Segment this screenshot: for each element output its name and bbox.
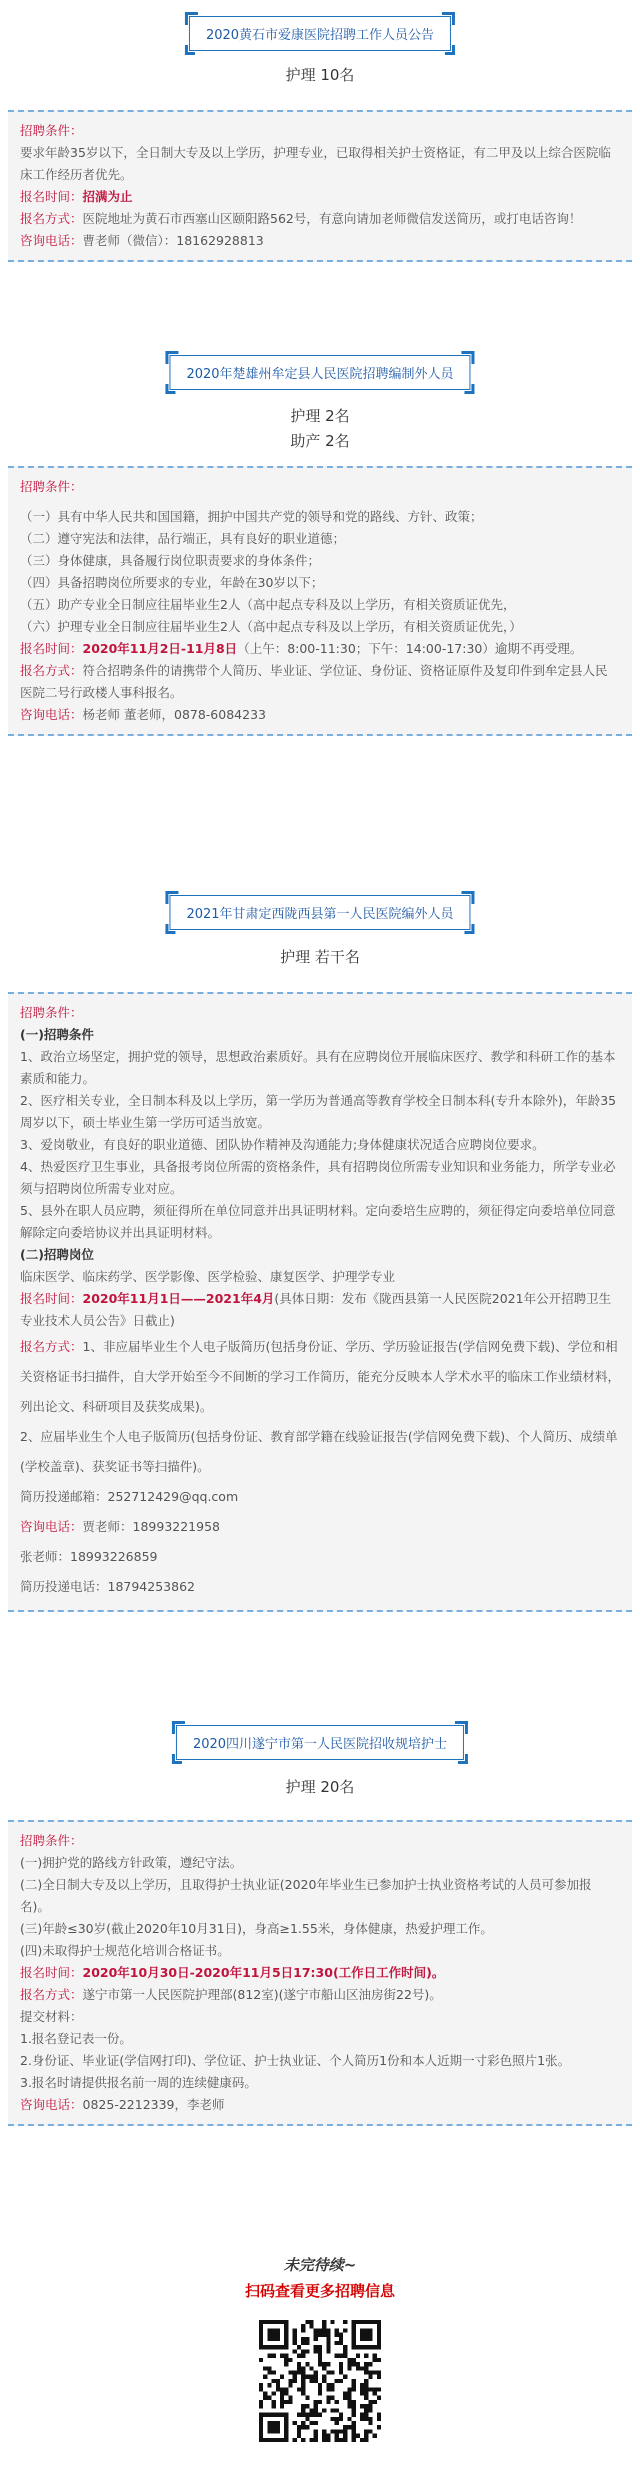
req-item-2: 2、医疗相关专业，全日制本科及以上学历，第一学历为普通高等教育学校全日制本科(专升本除外)，年龄35周岁以下，硕士毕业生第一学历可适当放宽。: [20, 1093, 617, 1130]
req-item-1: （一）具有中华人民共和国国籍，拥护中国共产党的领导和党的路线、方针、政策；: [20, 509, 483, 524]
section-3-position: 护理 若干名: [280, 948, 360, 966]
method-text: 遂宁市第一人民医院护理部(812室)(遂宁市船山区油房街22号)。: [82, 1987, 442, 2002]
to-be-continued: 未完待续~: [283, 2256, 357, 2274]
phone-label: 咨询电话：: [20, 1519, 83, 1534]
req-item-4: 4、热爱医疗卫生事业，具备报考岗位所需的资格条件，具有招聘岗位所需专业知识和业务能力，所学专业必须与招聘岗位所需专业对应。: [20, 1159, 616, 1196]
section-4-position: 护理 20名: [285, 1778, 355, 1796]
phone-text: 曹老师（微信）：18162928813: [82, 233, 264, 248]
req-item-1: 1、政治立场坚定，拥护党的领导，思想政治素质好。具有在应聘岗位开展临床医疗、教学和科研工作的基本素质和能力。: [20, 1049, 616, 1086]
req-item-3: (三)年龄≤30岁(截止2020年10月31日)，身高≥1.55米，身体健康，热爱护理工作。: [20, 1921, 493, 1936]
req-label: 招聘条件：: [20, 1833, 83, 1848]
req-item-1: (一)拥护党的路线方针政策，遵纪守法。: [20, 1855, 243, 1870]
phone-label: 咨询电话：: [20, 233, 83, 248]
material-1: 1.报名登记表一份。: [20, 2031, 132, 2046]
sub-heading-posts: (二)招聘岗位: [20, 1247, 94, 1262]
time-label: 报名时间：: [20, 1291, 83, 1306]
req-label: 招聘条件：: [20, 1005, 83, 1020]
req-item-3: （三）身体健康，具备履行岗位职责要求的身体条件；: [20, 553, 321, 568]
section-2-position-2: 助产 2名: [290, 432, 350, 450]
material-2: 2.身份证、毕业证(学信网打印)、学位证、护士执业证、个人简历1份和本人近期一寸彩色照片1张。: [20, 2053, 571, 2068]
section-1-position: 护理 10名: [285, 66, 355, 84]
section-3-title: 2021年甘肃定西陇西县第一人民医院编外人员: [169, 895, 470, 930]
req-item-2: （二）遵守宪法和法律，品行端正，具有良好的职业道德；: [20, 531, 346, 546]
section-2-position-1: 护理 2名: [290, 407, 350, 425]
phone-label: 咨询电话：: [20, 2097, 83, 2112]
method-1: 1、非应届毕业生个人电子版简历(包括身份证、学历、学历验证报告(学信网免费下载)、学位和相关资格证书扫描件，自大学开始至今不间断的学习工作简历，能充分反映本人学术水平的临床工作业绩材料，列出论文、科研项目及获奖成果)。: [20, 1339, 621, 1414]
section-4-panel: [8, 1820, 632, 2126]
phone-label: 咨询电话：: [20, 707, 83, 722]
qr-code-icon[interactable]: [259, 2320, 381, 2442]
section-1-panel: [8, 110, 632, 262]
time-value: 招满为止: [82, 189, 133, 204]
time-value: 2020年11月2日-11月8日: [82, 641, 238, 656]
time-label: 报名时间：: [20, 1965, 83, 1980]
method-label: 报名方式：: [20, 211, 83, 226]
time-rest: (具体日期：发布《陇西县第一人民医院2021年公开招聘卫生专业技术人员公告》日截止): [20, 1291, 612, 1328]
time-value: 2020年11月1日——2021年4月: [82, 1291, 275, 1306]
section-1-title: 2020黄石市爱康医院招聘工作人员公告: [189, 16, 451, 51]
method-label: 报名方式：: [20, 1987, 83, 2002]
section-2-panel: [8, 466, 632, 736]
method-label: 报名方式：: [20, 663, 83, 678]
req-label: 招聘条件：: [20, 123, 83, 138]
req-item-3: 3、爱岗敬业，有良好的职业道德、团队协作精神及沟通能力;身体健康状况适合应聘岗位要求。: [20, 1137, 545, 1152]
method-text: 符合招聘条件的请携带个人简历、毕业证、学位证、身份证、资格证原件及复印件到牟定县人民医院二号行政楼人事科报名。: [20, 663, 608, 700]
method-label: 报名方式：: [20, 1339, 83, 1354]
req-item-5: 5、县外在职人员应聘，须征得所在单位同意并出具证明材料。定向委培生应聘的，须征得定向委培单位同意解除定向委培协议并出具证明材料。: [20, 1203, 616, 1240]
time-value: 2020年10月30日-2020年11月5日17:30(工作日工作时间)。: [82, 1965, 445, 1980]
material-3: 3.报名时请提供报名前一周的连续健康码。: [20, 2075, 257, 2090]
post-list: 临床医学、临床药学、医学影像、医学检验、康复医学、护理学专业: [20, 1269, 396, 1284]
materials-title: 提交材料：: [20, 2009, 83, 2024]
req-item-2: (二)全日制大专及以上学历，且取得护士执业证(2020年毕业生已参加护士执业资格考试的人员可参加报名)。: [20, 1877, 592, 1914]
section-2-title: 2020年楚雄州牟定县人民医院招聘编制外人员: [169, 355, 470, 390]
time-label: 报名时间：: [20, 641, 83, 656]
time-rest: （上午：8:00-11:30；下午：14:00-17:30）逾期不再受理。: [237, 641, 583, 656]
req-item-6: （六）护理专业全日制应往届毕业生2人（高中起点专科及以上学历，有相关资质证优先，）: [20, 619, 522, 634]
phone-text: 贾老师：18993221958: [82, 1519, 220, 1534]
email: 简历投递邮箱：252712429@qq.com: [20, 1489, 239, 1504]
req-item-4: (四)未取得护士规范化培训合格证书。: [20, 1943, 230, 1958]
method-text: 医院地址为黄石市西塞山区颐阳路562号，有意向请加老师微信发送简历，或打电话咨询！: [82, 211, 582, 226]
req-item-4: （四）具备招聘岗位所要求的专业，年龄在30岁以下；: [20, 575, 324, 590]
time-label: 报名时间：: [20, 189, 83, 204]
phone-text: 0825-2212339，李老师: [82, 2097, 225, 2112]
scan-more-info: 扫码查看更多招聘信息: [244, 2282, 395, 2300]
req-text: 要求年龄35岁以下，全日制大专及以上学历，护理专业，已取得相关护士资格证，有二甲及以上综合医院临床工作经历者优先。: [20, 145, 611, 182]
phone-text: 杨老师 董老师，0878-6084233: [82, 707, 266, 722]
section-4-title: 2020四川遂宁市第一人民医院招收规培护士: [176, 1725, 464, 1760]
phone-3: 简历投递电话：18794253862: [20, 1579, 195, 1594]
section-3-panel: [8, 992, 632, 1612]
req-label: 招聘条件：: [20, 479, 83, 494]
method-2: 2、应届毕业生个人电子版简历(包括身份证、教育部学籍在线验证报告(学信网免费下载)、个人简历、成绩单(学校盖章)、获奖证书等扫描件)。: [20, 1429, 618, 1474]
sub-heading-conditions: (一)招聘条件: [20, 1027, 94, 1042]
phone-2: 张老师：18993226859: [20, 1549, 158, 1564]
req-item-5: （五）助产专业全日制应往届毕业生2人（高中起点专科及以上学历，有相关资质证优先，: [20, 597, 516, 612]
